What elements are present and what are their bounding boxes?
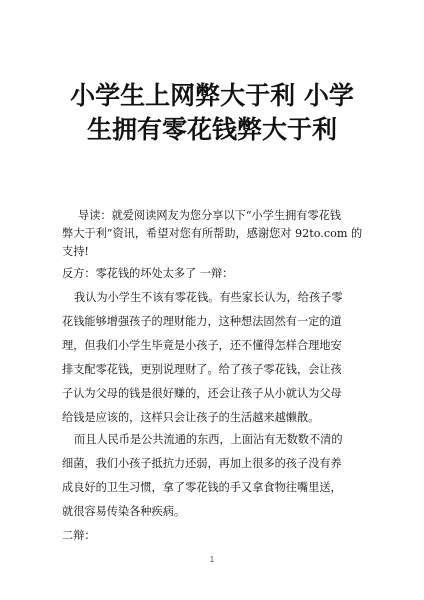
paragraph-line: 花钱能够增强孩子的理财能力，这种想法固然有一定的道 xyxy=(62,315,342,328)
paragraph-line: 给钱是应该的，这样只会让孩子的生活越来越懒散。 xyxy=(62,411,320,424)
paragraph-line: 理，但我们小学生毕竟是小孩子，还不懂得怎样合理地安 xyxy=(62,339,342,352)
page-number: 1 xyxy=(209,555,215,564)
paragraph-line: 而且人民币是公共流通的东西，上面沾有无数数不清的 xyxy=(74,433,343,446)
intro-line: 支持! xyxy=(62,245,89,258)
document-title-line-1: 小学生上网弊大于利 小学 xyxy=(70,81,354,110)
paragraph-line: 我认为小学生不该有零花钱。有些家长认为，给孩子零 xyxy=(74,291,343,304)
paragraph-line: 子认为父母的钱是很好赚的，还会让孩子从小就认为父母 xyxy=(62,387,342,400)
intro-line: 导读：就爱阅读网友为您分享以下“小学生拥有零花钱 xyxy=(78,209,342,222)
intro-line: 弊大于利”资讯，希望对您有所帮助，感谢您对 92to.com 的 xyxy=(62,227,363,240)
paragraph-line: 就很容易传染各种疾病。 xyxy=(62,505,186,518)
paragraph-line: 成良好的卫生习惯，拿了零花钱的手又拿食物往嘴里送， xyxy=(62,481,342,494)
paragraph-line: 排支配零花钱，更别说理财了。给了孩子零花钱，会让孩 xyxy=(62,363,342,376)
document-title-line-2: 生拥有零花钱弊大于利 xyxy=(86,115,337,144)
section-heading-opposition: 反方：零花钱的坏处太多了 一辩： xyxy=(62,267,234,280)
paragraph-line: 细菌，我们小孩子抵抗力还弱，再加上很多的孩子没有养 xyxy=(62,457,342,470)
section-heading-second-debater: 二辩： xyxy=(62,529,96,542)
